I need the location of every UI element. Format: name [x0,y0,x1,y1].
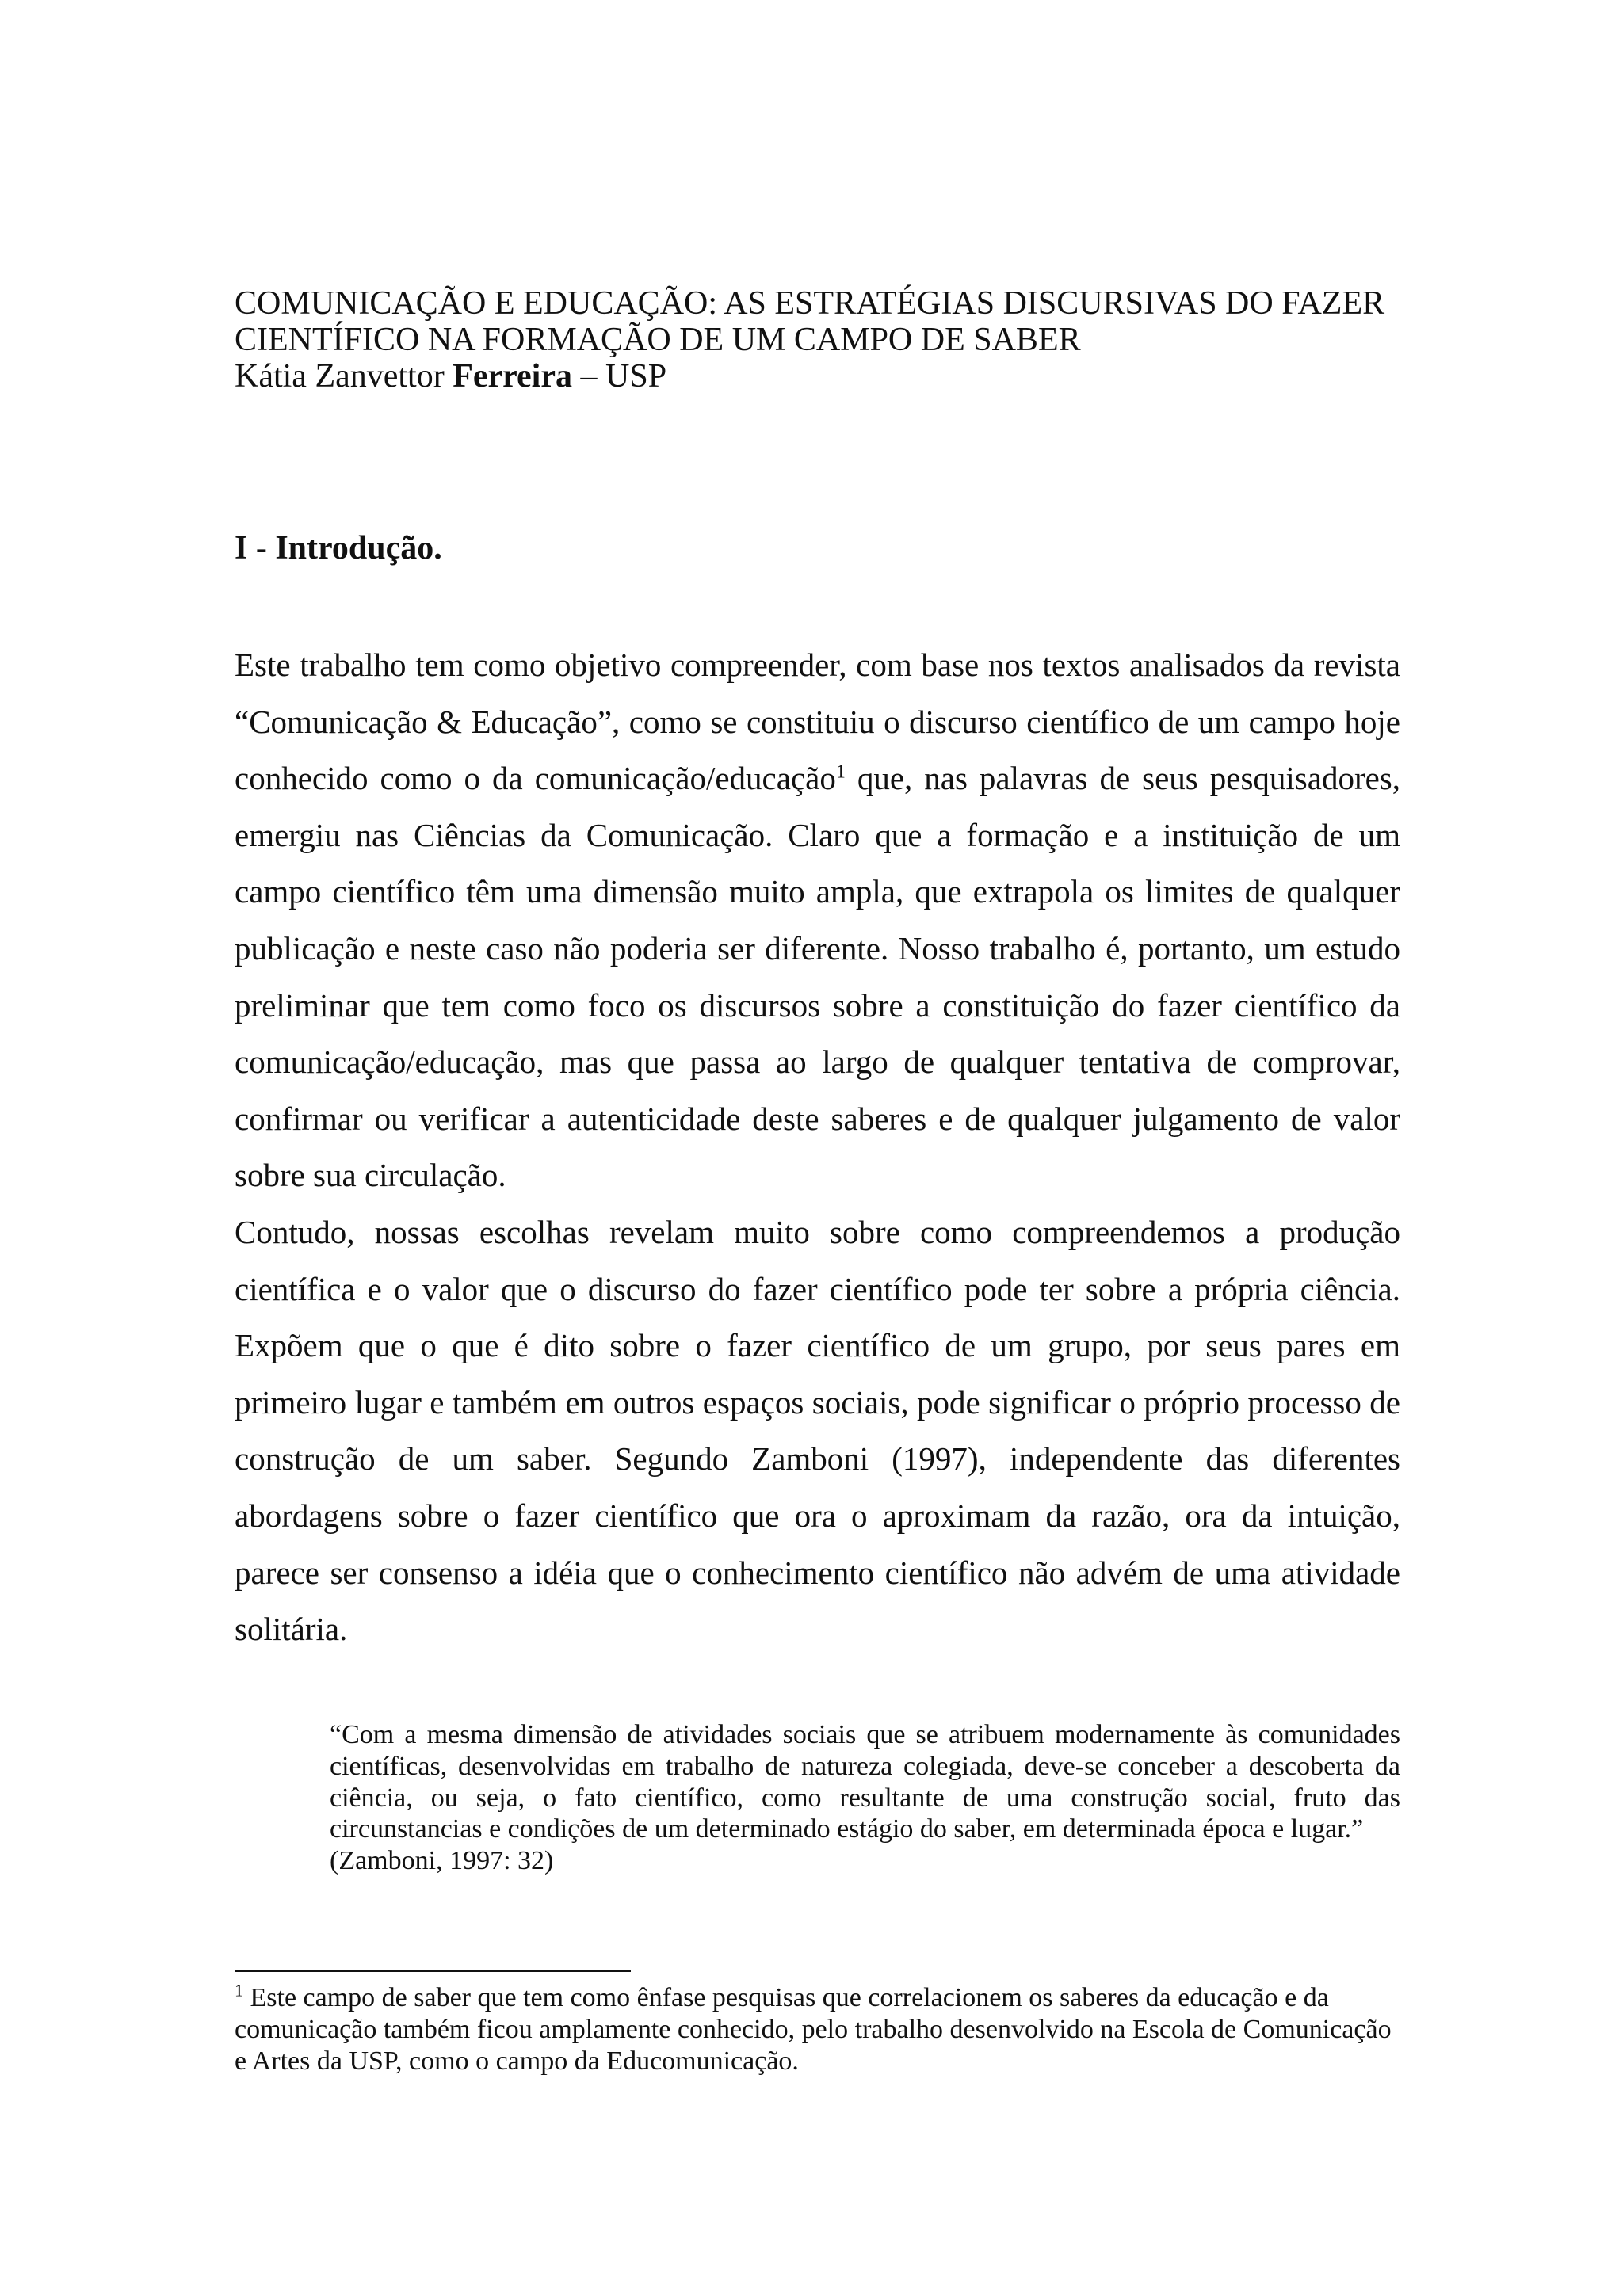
paragraph-1-start: Este trabalho tem como objetivo compreender, com base nos textos analisados da revista “Comunicação & Educação”, como se constituiu o discurso científico de um campo hoje conhecido como o da comunicação/educação [235,646,1400,797]
block-quote [330,1719,1400,1877]
footnote [235,1982,1400,2077]
author-surname: Ferreira [453,358,572,395]
title-line-2: CIENTÍFICO NA FORMAÇÃO DE UM CAMPO DE SABER [235,322,1081,358]
footnote-text: Este campo de saber que tem como ênfase pesquisas que correlacionem os saberes da educação e da comunicação também ficou amplamente conhecido, pelo trabalho desenvolvido na Escola de Comunicação e Artes da USP, como o campo da Educomunicação. [235,1983,1392,2076]
quote-text: “Com a mesma dimensão de atividades sociais que se atribuem modernamente às comunidades científicas, desenvolvidas em trabalho de natureza colegiada, deve-se conceber a descoberta da ciência, ou seja, o fato científico, como resultante de uma construção social, fruto das circunstancias e condições de um determinado estágio do saber, em determinada época e lugar.” [330,1720,1400,1844]
footnote-marker: 1 [235,1980,243,2000]
section-title: I - Introdução. [235,530,442,566]
paragraph-1 [235,637,1400,1204]
quote-citation: (Zamboni, 1997: 32) [330,1846,554,1876]
title-line-1: COMUNICAÇÃO E EDUCAÇÃO: AS ESTRATÉGIAS DISCURSIVAS DO FAZER [235,285,1385,322]
body-text [235,637,1400,1658]
footnote-reference: 1 [835,761,846,783]
author-line [235,358,1407,395]
footnote-paragraph [235,1982,1400,2077]
paragraph-2: Contudo, nossas escolhas revelam muito sobre como compreendemos a produção científica e o valor que o discurso do fazer científico pode ter sobre a própria ciência. Expõem que o que é dito sobre o fazer científico de um grupo, por seus pares em primeiro lugar e também em outros espaços sociais, pode significar o próprio processo de construção de um saber. Segundo Zamboni (1997), independente das diferentes abordagens sobre o fazer científico que ora o aproximam da razão, ora da intuição, parece ser consenso a idéia que o conhecimento científico não advém de uma atividade solitária. [235,1213,1400,1648]
document-header [235,285,1407,395]
footnote-separator [235,1970,631,1972]
author-given-name: Kátia Zanvettor [235,358,445,395]
paragraph-1-end: que, nas palavras de seus pesquisadores, emergiu nas Ciências da Comunicação. Claro que a formação e a instituição de um campo científico têm uma dimensão muito ampla, que extrapola os limites de qualquer publicação e neste caso não poderia ser diferente. Nosso trabalho é, portanto, um estudo preliminar que tem como foco os discursos sobre a constituição do fazer científico da comunicação/educação, mas que passa ao largo de qualquer tentativa de comprovar, confirmar ou verificar a autenticidade deste saberes e de qualquer julgamento de valor sobre sua circulação. [235,760,1401,1194]
author-affiliation: – USP [580,358,667,395]
